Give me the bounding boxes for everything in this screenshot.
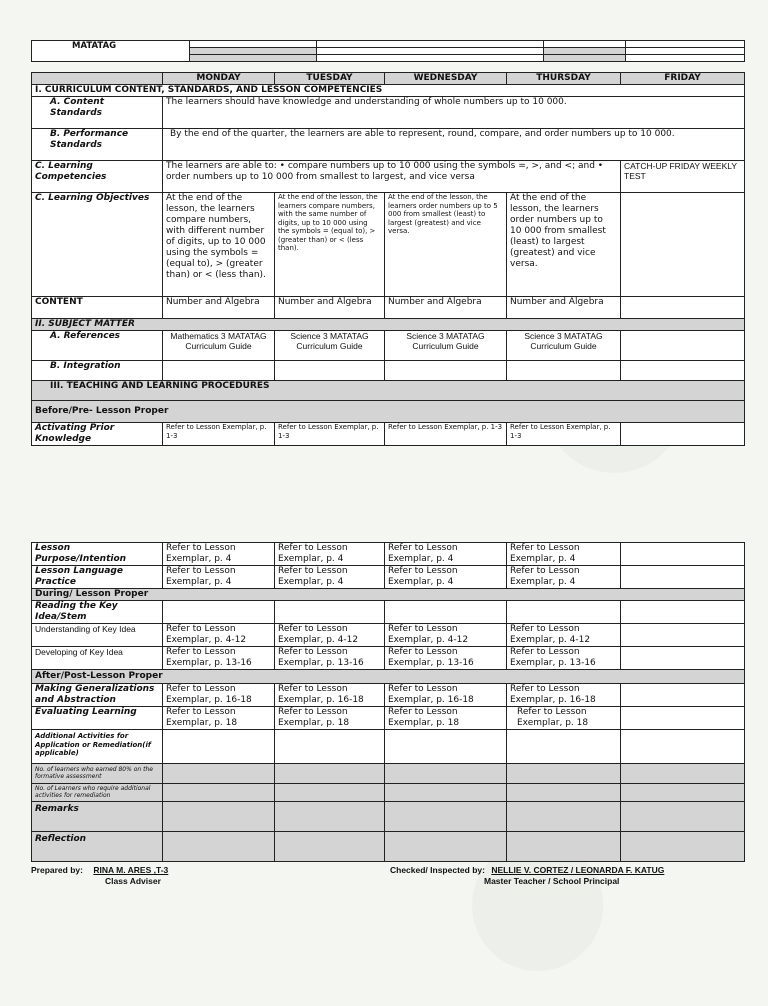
additional-activities-label: Additional Activities for Application or Remediation(if applicable) <box>32 730 163 764</box>
evaluating-thursday: Refer to Lesson Exemplar, p. 18 <box>507 707 621 730</box>
content-monday: Number and Algebra <box>163 297 275 319</box>
understanding-thursday: Refer to Lesson Exemplar, p. 4-12 <box>507 624 621 647</box>
header-label: MATATAG <box>32 41 190 62</box>
language-tuesday: Refer to Lesson Exemplar, p. 4 <box>275 566 385 589</box>
generalizations-wednesday: Refer to Lesson Exemplar, p. 16-18 <box>385 684 507 707</box>
header-table <box>31 40 745 62</box>
prepared-title: Class Adviser <box>105 876 161 886</box>
activating-wednesday: Refer to Lesson Exemplar, p. 1-3 <box>385 423 507 446</box>
activating-tuesday: Refer to Lesson Exemplar, p. 1-3 <box>275 423 385 446</box>
objectives-label: C. Learning Objectives <box>32 193 163 297</box>
developing-wednesday: Refer to Lesson Exemplar, p. 13-16 <box>385 647 507 670</box>
checked-label: Checked/ Inspected by: <box>390 865 485 875</box>
purpose-thursday: Refer to Lesson Exemplar, p. 4 <box>507 543 621 566</box>
language-wednesday: Refer to Lesson Exemplar, p. 4 <box>385 566 507 589</box>
competencies-label: C. Learning Competencies <box>32 161 163 193</box>
after-lesson-label: After/Post-Lesson Proper <box>32 670 745 684</box>
reference-thursday: Science 3 MATATAG Curriculum Guide <box>507 331 621 361</box>
generalizations-tuesday: Refer to Lesson Exemplar, p. 16-18 <box>275 684 385 707</box>
references-label: A. References <box>32 331 163 361</box>
remarks-label: Remarks <box>32 802 163 832</box>
evaluating-wednesday: Refer to Lesson Exemplar, p. 18 <box>385 707 507 730</box>
day-header-tuesday: TUESDAY <box>275 73 385 85</box>
objective-monday: At the end of the lesson, the learners compare numbers, with different number of digits, up to 10 000 using the symbols = (equal to), > (greater than) or < (less than). <box>163 193 275 297</box>
performance-standards-label: B. Performance Standards <box>32 129 163 161</box>
objective-thursday: At the end of the lesson, the learners order numbers up to 10 000 from smallest (least) to largest (greatest) and vice versa. <box>507 193 621 297</box>
developing-tuesday: Refer to Lesson Exemplar, p. 13-16 <box>275 647 385 670</box>
checked-title: Master Teacher / School Principal <box>484 876 620 886</box>
day-header-thursday: THURSDAY <box>507 73 621 85</box>
understanding-label: Understanding of Key Idea <box>32 624 163 647</box>
reflection-label: Reflection <box>32 832 163 862</box>
checked-by <box>390 865 664 875</box>
content-standards-text: The learners should have knowledge and understanding of whole numbers up to 10 000. <box>163 97 745 129</box>
understanding-wednesday: Refer to Lesson Exemplar, p. 4-12 <box>385 624 507 647</box>
evaluating-monday: Refer to Lesson Exemplar, p. 18 <box>163 707 275 730</box>
prepared-name: RINA M. ARES ,T-3 <box>93 865 169 875</box>
content-standards-label: A. Content Standards <box>32 97 163 129</box>
evaluating-label: Evaluating Learning <box>32 707 163 730</box>
language-thursday: Refer to Lesson Exemplar, p. 4 <box>507 566 621 589</box>
reading-label: Reading the Key Idea/Stem <box>32 601 163 624</box>
day-header-friday: FRIDAY <box>621 73 745 85</box>
developing-monday: Refer to Lesson Exemplar, p. 13-16 <box>163 647 275 670</box>
integration-label: B. Integration <box>32 361 163 381</box>
section-curriculum: I. CURRICULUM CONTENT, STANDARDS, AND LESSON COMPETENCIES <box>32 85 745 97</box>
dll-table-part1 <box>31 72 745 446</box>
content-label: CONTENT <box>32 297 163 319</box>
remediation-label: No. of Learners who require additional activities for remediation <box>32 784 163 802</box>
purpose-tuesday: Refer to Lesson Exemplar, p. 4 <box>275 543 385 566</box>
before-lesson-label: Before/Pre- Lesson Proper <box>32 401 745 423</box>
prepared-by <box>31 865 168 875</box>
competencies-text: The learners are able to: • compare numbers up to 10 000 using the symbols =, >, and <; and • order numbers up to 10 000 from smallest to largest, and vice versa <box>163 161 621 193</box>
generalizations-monday: Refer to Lesson Exemplar, p. 16-18 <box>163 684 275 707</box>
content-tuesday: Number and Algebra <box>275 297 385 319</box>
purpose-label: Lesson Purpose/Intention <box>32 543 163 566</box>
developing-thursday: Refer to Lesson Exemplar, p. 13-16 <box>507 647 621 670</box>
evaluating-tuesday: Refer to Lesson Exemplar, p. 18 <box>275 707 385 730</box>
developing-label: Developing of Key Idea <box>32 647 163 670</box>
activating-thursday: Refer to Lesson Exemplar, p. 1-3 <box>507 423 621 446</box>
purpose-wednesday: Refer to Lesson Exemplar, p. 4 <box>385 543 507 566</box>
language-label: Lesson Language Practice <box>32 566 163 589</box>
checked-name: NELLIE V. CORTEZ / LEONARDA F. KATUG <box>491 865 665 875</box>
procedures-label: III. TEACHING AND LEARNING PROCEDURES <box>32 381 745 401</box>
prepared-label: Prepared by: <box>31 865 83 875</box>
reference-tuesday: Science 3 MATATAG Curriculum Guide <box>275 331 385 361</box>
purpose-monday: Refer to Lesson Exemplar, p. 4 <box>163 543 275 566</box>
generalizations-thursday: Refer to Lesson Exemplar, p. 16-18 <box>507 684 621 707</box>
activating-monday: Refer to Lesson Exemplar, p. 1-3 <box>163 423 275 446</box>
competencies-friday: CATCH-UP FRIDAY WEEKLY TEST <box>621 161 745 193</box>
content-wednesday: Number and Algebra <box>385 297 507 319</box>
reference-wednesday: Science 3 MATATAG Curriculum Guide <box>385 331 507 361</box>
language-monday: Refer to Lesson Exemplar, p. 4 <box>163 566 275 589</box>
activating-label: Activating Prior Knowledge <box>32 423 163 446</box>
objective-wednesday: At the end of the lesson, the learners order numbers up to 5 000 from smallest (least) to largest (greatest) and vice versa. <box>385 193 507 297</box>
objective-tuesday: At the end of the lesson, the learners compare numbers, with the same number of digits, up to 10 000 using the symbols = (equal to), > (greater than) or < (less than). <box>275 193 385 297</box>
day-header-monday: MONDAY <box>163 73 275 85</box>
performance-standards-text: By the end of the quarter, the learners are able to represent, round, compare, and order numbers up to 10 000. <box>163 129 745 161</box>
understanding-tuesday: Refer to Lesson Exemplar, p. 4-12 <box>275 624 385 647</box>
generalizations-label: Making Generalizations and Abstraction <box>32 684 163 707</box>
earned80-label: No. of learners who earned 80% on the formative assessment <box>32 764 163 784</box>
during-lesson-label: During/ Lesson Proper <box>32 589 745 601</box>
subject-matter-label: II. SUBJECT MATTER <box>32 319 745 331</box>
reference-monday: Mathematics 3 MATATAG Curriculum Guide <box>163 331 275 361</box>
content-thursday: Number and Algebra <box>507 297 621 319</box>
day-header-wednesday: WEDNESDAY <box>385 73 507 85</box>
dll-table-part2 <box>31 542 745 862</box>
understanding-monday: Refer to Lesson Exemplar, p. 4-12 <box>163 624 275 647</box>
